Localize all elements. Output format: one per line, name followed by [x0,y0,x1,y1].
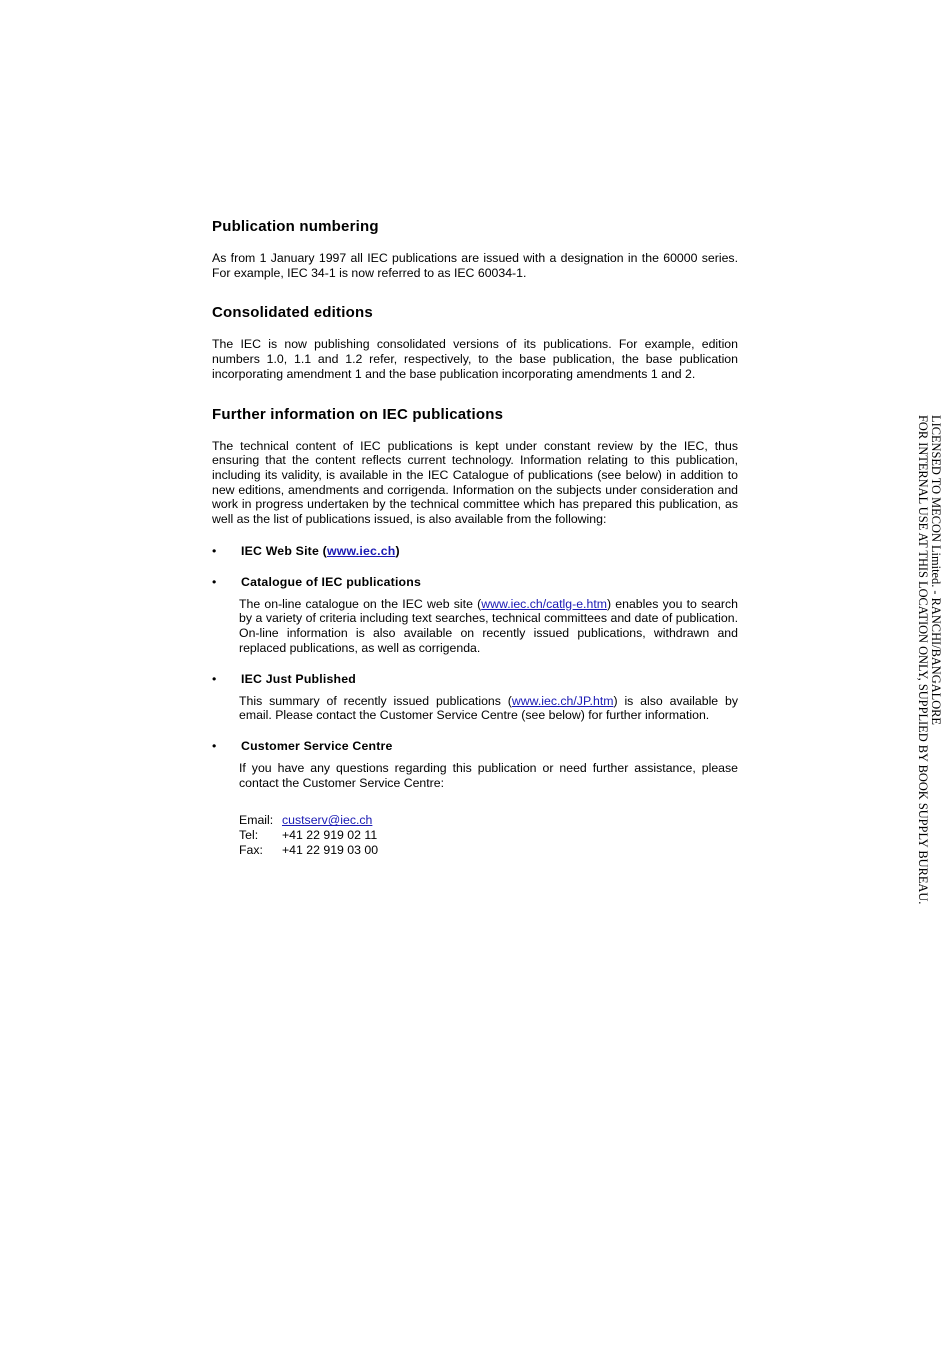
paragraph-customer-service: If you have any questions regarding this publication or need further assistance, please contact the Customer Service Centre: [239,760,738,790]
watermark-line-2: FOR INTERNAL USE AT THIS LOCATION ONLY, SUPPLIED BY BOOK SUPPLY BUREAU. [916,415,930,905]
bullet-icon: • [212,738,217,753]
web-site-label-close: ) [395,543,400,558]
heading-further-information: Further information on IEC publications [212,405,504,423]
iec-web-site-link[interactable]: www.iec.ch [326,543,396,558]
paragraph-just-published [212,694,738,723]
catalogue-text-start: The on-line catalogue on the IEC web site ( [239,596,482,611]
document-content [212,218,738,857]
paragraph-further-information: The technical content of IEC publications is kept under constant review by the IEC, thus ensuring that the content reflects current technology. Information relating to this publication, including its validity, is available in the IEC Catalogue of publications (see below) in addition to new editions, amendments and corrigenda. Information on the subjects under consideration and work in progress undertaken by the technical committee which has prepared this publication, as well as the list of publications issued, is also available from the following: [212,438,738,527]
just-published-link[interactable]: www.iec.ch/JP.htm [511,693,614,708]
bullet-icon: • [212,671,217,686]
just-published-text-start: This summary of recently issued publications ( [239,693,512,708]
bullet-icon: • [212,574,217,589]
catalogue-text-end: ) enables you to search by a variety of criteria including text searches, technical committees and date of publication. On-line information is also available on recently issued publications, withdrawn and replaced publications, as well as corrigenda. [239,596,739,655]
license-watermark [916,415,942,904]
bullet-customer-service [212,739,738,754]
paragraph-catalogue [212,597,738,656]
contact-block [212,813,738,857]
web-site-label: IEC Web Site ( [241,543,327,558]
contact-tel-row [239,828,738,843]
bullet-web-site [212,544,738,559]
email-label: Email: [239,813,274,828]
paragraph-publication-numbering: As from 1 January 1997 all IEC publications are issued with a designation in the 60000 series. For example, IEC 34-1 is now referred to as IEC 60034-1. [212,251,738,280]
heading-consolidated-editions: Consolidated editions [212,304,373,322]
just-published-label: IEC Just Published [241,671,356,686]
customer-service-label: Customer Service Centre [241,738,393,753]
email-link[interactable]: custserv@iec.ch [282,813,373,828]
bullet-icon: • [212,543,217,558]
catalogue-label: Catalogue of IEC publications [241,574,422,589]
just-published-text-end: ) is also available by email. Please contact the Customer Service Centre (see below) for further information. [239,693,738,723]
paragraph-consolidated-editions: The IEC is now publishing consolidated versions of its publications. For example, edition numbers 1.0, 1.1 and 1.2 refer, respectively, to the base publication, the base publication incorporating amendment 1 and the base publication incorporating amendments 1 and 2. [212,337,738,381]
bullet-catalogue [212,575,738,590]
contact-fax-row [239,843,738,858]
bullet-just-published [212,672,738,687]
fax-value: +41 22 919 03 00 [282,842,379,857]
contact-email-row [239,813,738,828]
fax-label: Fax: [239,842,263,857]
watermark-line-1: LICENSED TO MECON Limited. - RANCHI/BANGALORE [929,415,943,725]
tel-value: +41 22 919 02 11 [282,828,378,843]
catalogue-link[interactable]: www.iec.ch/catlg-e.htm [481,596,607,611]
heading-publication-numbering: Publication numbering [212,218,379,235]
tel-label: Tel: [239,828,259,843]
